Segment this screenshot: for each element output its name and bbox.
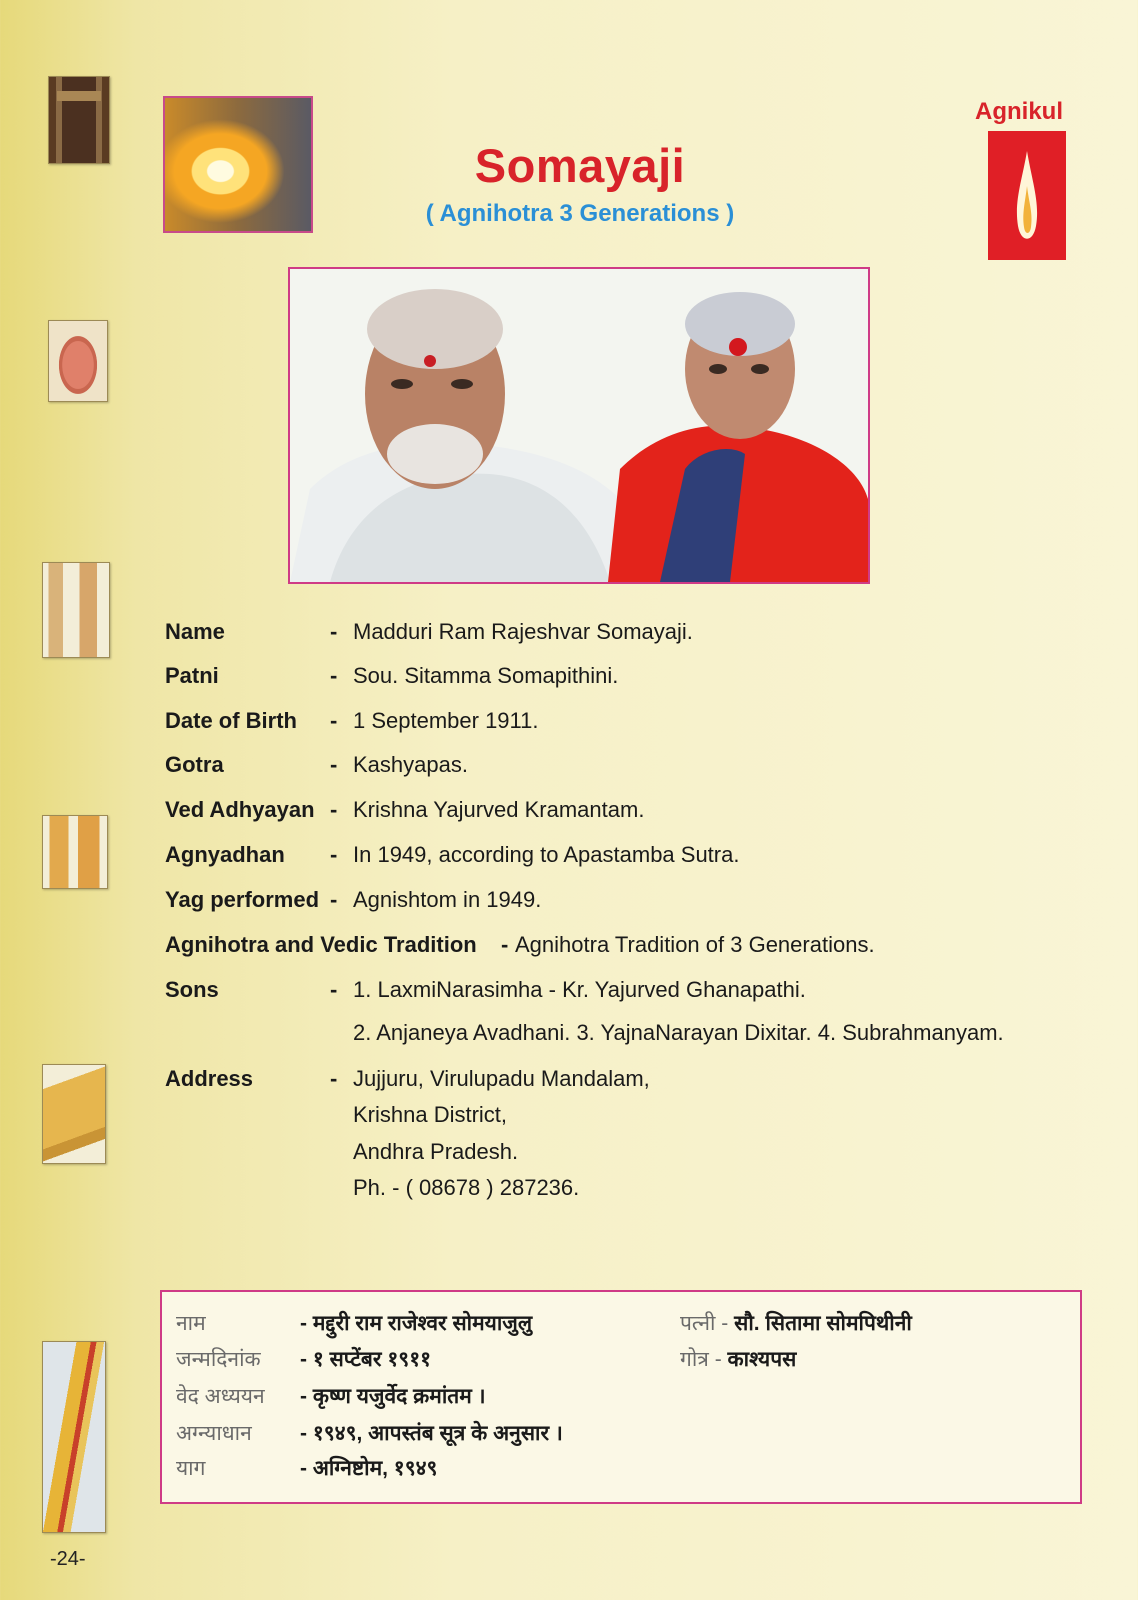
detail-value: 1 September 1911. — [353, 708, 539, 733]
detail-dash: - — [330, 708, 338, 733]
detail-value: In 1949, according to Apastamba Sutra. — [353, 842, 740, 867]
detail-row-sons — [165, 975, 1085, 1005]
brand-label: Agnikul — [975, 98, 1063, 125]
detail-value: Madduri Ram Rajeshvar Somayaji. — [353, 619, 693, 644]
page-subtitle: ( Agnihotra 3 Generations ) — [425, 200, 735, 227]
hindi-label: गोत्र - — [680, 1348, 722, 1371]
hindi-label: अग्न्याधान — [176, 1422, 252, 1445]
detail-label: Name — [165, 619, 225, 644]
hindi-label: याग — [176, 1457, 206, 1480]
detail-dash: - — [330, 1066, 338, 1091]
detail-label: Patni — [165, 663, 219, 688]
page-number: -24- — [50, 1548, 86, 1570]
flame-logo-icon — [988, 131, 1066, 260]
detail-label: Ved Adhyayan — [165, 797, 315, 822]
detail-value: Agnihotra Tradition of 3 Generations. — [515, 932, 875, 957]
hindi-label: जन्मदिनांक — [176, 1348, 261, 1371]
clay-pot-image — [48, 320, 108, 402]
detail-row-tradition — [165, 930, 1065, 960]
address-line: Andhra Pradesh. — [353, 1139, 519, 1164]
ritual-wood-image — [42, 1341, 106, 1533]
wooden-ladles-image — [42, 562, 110, 658]
hindi-label: वेद अध्ययन — [176, 1385, 265, 1408]
detail-value: Kashyapas. — [353, 752, 468, 777]
address-line: Ph. - ( 08678 ) 287236. — [353, 1175, 580, 1200]
detail-label: Agnihotra and Vedic Tradition — [165, 932, 477, 957]
detail-label: Yag performed — [165, 887, 320, 912]
hindi-row-patni — [680, 1310, 912, 1338]
hindi-label: नाम — [176, 1312, 206, 1335]
detail-value: Krishna Yajurved Kramantam. — [353, 797, 645, 822]
detail-dash: - — [330, 663, 338, 688]
hindi-row-gotra — [680, 1346, 796, 1374]
hindi-value: - १ सप्टेंबर १९११ — [300, 1348, 432, 1371]
hindi-value: काश्यपस — [727, 1348, 797, 1371]
detail-label: Sons — [165, 977, 219, 1002]
detail-value: Agnishtom in 1949. — [353, 887, 542, 912]
detail-label: Gotra — [165, 752, 224, 777]
detail-dash: - — [330, 842, 338, 867]
detail-dash: - — [330, 752, 338, 777]
address-line: Jujjuru, Virulupadu Mandalam, — [353, 1066, 650, 1091]
detail-label: Agnyadhan — [165, 842, 285, 867]
hindi-label: पत्नी - — [680, 1312, 729, 1335]
detail-value: Sou. Sitamma Somapithini. — [353, 663, 619, 688]
hindi-summary-box — [160, 1290, 1082, 1504]
hindi-row-agnyadhan — [176, 1420, 252, 1448]
detail-label: Address — [165, 1066, 254, 1091]
detail-dash: - — [330, 619, 338, 644]
detail-value: 2. Anjaneya Avadhani. 3. YajnaNarayan Dixitar. 4. Subrahmanyam. — [353, 1020, 1004, 1045]
hindi-row-yag — [176, 1455, 205, 1483]
detail-dash: - — [330, 887, 338, 912]
detail-label: Date of Birth — [165, 708, 297, 733]
detail-dash: - — [330, 797, 338, 822]
hindi-value: सौ. सितामा सोमपिथीनी — [734, 1312, 912, 1335]
hindi-value: - १९४९, आपस्तंब सूत्र के अनुसार । — [300, 1422, 563, 1445]
couple-photo — [288, 267, 870, 584]
hindi-value: - कृष्ण यजुर्वेद क्रमांतम । — [300, 1385, 486, 1408]
hindi-value: - अग्निष्टोम, १९४९ — [300, 1457, 438, 1480]
detail-dash: - — [330, 977, 338, 1002]
hindi-row-name — [176, 1310, 206, 1338]
hindi-row-dob — [176, 1346, 261, 1374]
detail-dash: - — [501, 932, 509, 957]
wooden-spoons-image — [42, 815, 108, 889]
detail-value: 1. LaxmiNarasimha - Kr. Yajurved Ghanapathi. — [353, 977, 806, 1002]
page-title: Somayaji — [474, 139, 686, 192]
wooden-vessel-image — [42, 1064, 106, 1164]
address-line: Krishna District, — [353, 1102, 508, 1127]
hindi-row-ved — [176, 1383, 265, 1411]
detail-row-sons-continued — [165, 1018, 1085, 1048]
hindi-value: - मद्दुरी राम राजेश्वर सोमयाजुलु — [300, 1312, 533, 1335]
